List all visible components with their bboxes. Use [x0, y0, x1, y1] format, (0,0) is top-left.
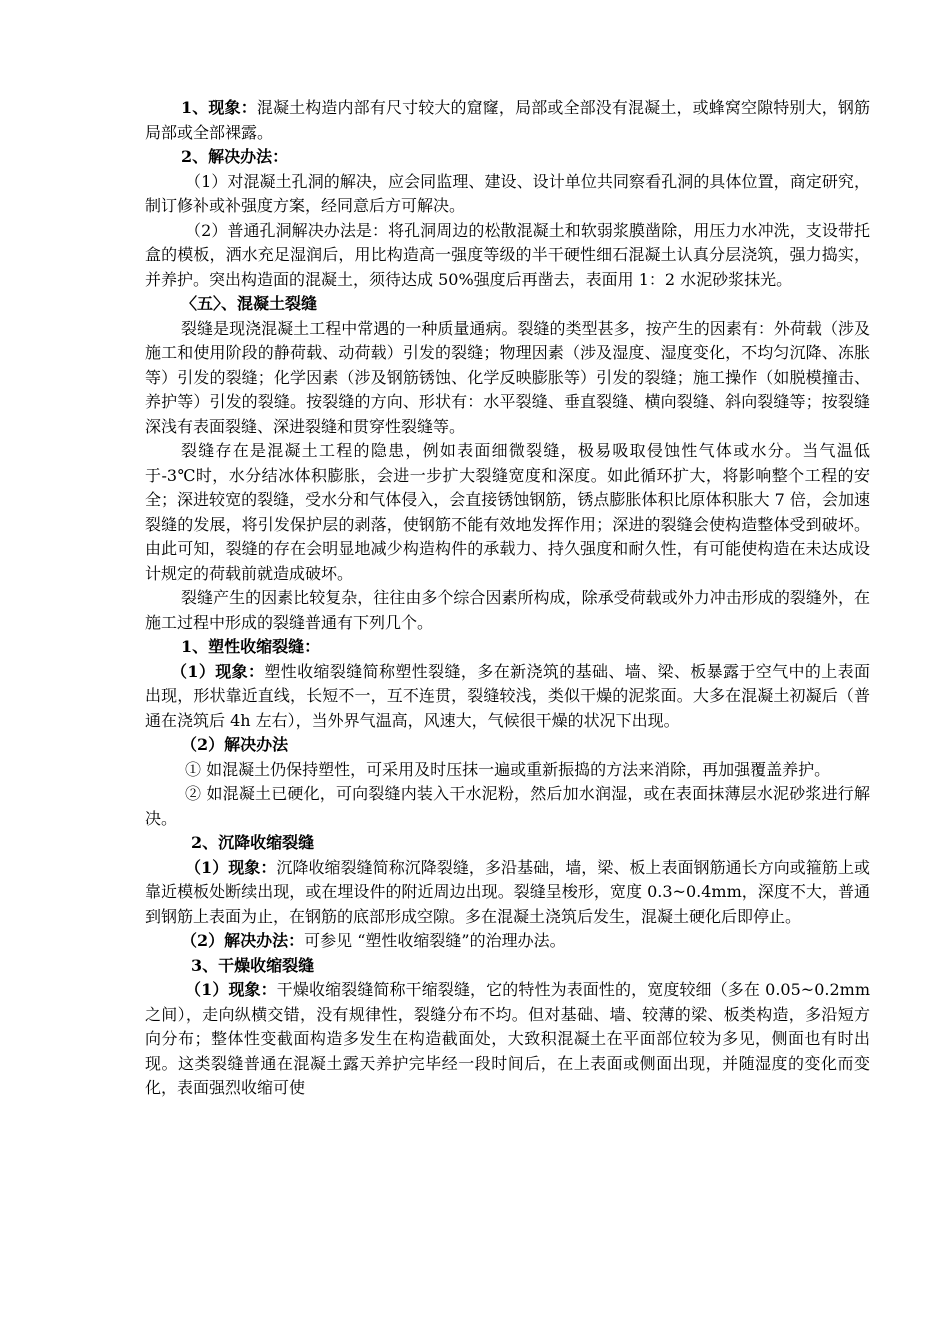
paragraph-text: 沉降收缩裂缝简称沉降裂缝，多沿基础，墙，梁、板上表面钢筋通长方向或箍筋上或靠近模板处断续出现，或在埋设件的附近周边出现。裂缝呈梭形，宽度 0.3~0.4mm，深度不大，普通到钢筋上表面为止，在钢筋的底部形成空隙。多在混凝土浇筑后发生，混凝土硬化后即停止。	[145, 857, 870, 926]
paragraph-13	[145, 782, 870, 831]
subheading-title: 1、塑性收缩裂缝：	[181, 637, 321, 656]
paragraph-2	[145, 145, 870, 170]
paragraph-15	[145, 856, 870, 930]
heading-phenomenon: （1）现象：	[185, 980, 277, 999]
heading-phenomenon-1: 1、现象：	[181, 98, 257, 117]
subheading-plastic-shrinkage	[145, 635, 870, 660]
paragraph-text: ② 如混凝土已硬化，可向裂缝内装入干水泥粉，然后加水润湿，或在表面抹薄层水泥砂浆进行解决。	[145, 784, 870, 828]
heading-solution: （2）解决办法：	[181, 931, 305, 950]
subheading-settlement-shrinkage	[145, 831, 870, 856]
paragraph-8	[145, 586, 870, 635]
heading-solution: 2、解决办法：	[181, 147, 289, 166]
paragraph-text: 塑性收缩裂缝简称塑性裂缝，多在新浇筑的基础、墙、梁、板暴露于空气中的上表面出现，形状靠近直线，长短不一，互不连贯，裂缝较浅，类似干燥的泥浆面。大多在混凝土初凝后（普通在浇筑后 4h 左右），当外界气温高，风速大，气候很干燥的状况下出现。	[145, 661, 870, 730]
subheading-title: 3、干燥收缩裂缝	[191, 955, 315, 975]
paragraph-4	[145, 219, 870, 293]
paragraph-text: 可参见 “塑性收缩裂缝”的治理办法。	[304, 931, 566, 950]
paragraph-3	[145, 170, 870, 219]
subheading-drying-shrinkage	[145, 954, 870, 979]
paragraph-text: ① 如混凝土仍保持塑性，可采用及时压抹一遍或重新振捣的方法来消除，再加强覆盖养护。	[185, 759, 831, 779]
paragraph-16	[145, 929, 870, 954]
section-title: 〈五〉、混凝土裂缝	[181, 294, 318, 313]
paragraph-text: 干燥收缩裂缝简称干缩裂缝，它的特性为表面性的，宽度较细（多在 0.05~0.2mm 之间），走向纵横交错，没有规律性，裂缝分布不均。但对基础、墙、较薄的梁、板类构造，多沿短方向分布；整体性变截面构造多发生在构造截面处，大致积混凝土在平面部位较为多见，侧面也有时出现。这类裂缝普通在混凝土露天养护完毕经一段时间后，在上表面或侧面出现，并随湿度的变化而变化，表面强烈收缩可使	[145, 980, 870, 1097]
paragraph-1	[145, 96, 870, 145]
paragraph-text: 裂缝存在是混凝土工程的隐患，例如表面细微裂缝，极易吸取侵蚀性气体或水分。当气温低于-3℃时，水分结冰体积膨胀，会进一步扩大裂缝宽度和深度。如此循环扩大，将影响整个工程的安全；深进较宽的裂缝，受水分和气体侵入，会直接锈蚀钢筋，锈点膨胀体积比原体积胀大 7 倍，会加速裂缝的发展，将引发保护层的剥落，使钢筋不能有效地发挥作用；深进的裂缝会使构造整体受到破坏。由此可知，裂缝的存在会明显地减少构造构件的承载力、持久强度和耐久性，有可能使构造在未达成设计规定的荷载前就造成破坏。	[145, 441, 870, 583]
paragraph-18	[145, 978, 870, 1101]
paragraph-6	[145, 317, 870, 440]
heading-solution: （2）解决办法	[181, 735, 289, 754]
paragraph-text: 混凝土构造内部有尺寸较大的窟窿，局部或全部没有混凝土，或蜂窝空隙特别大，钢筋局部或全部裸露。	[145, 98, 870, 142]
paragraph-text: （2）普通孔洞解决办法是：将孔洞周边的松散混凝土和软弱浆膜凿除，用压力水冲洗，支设带托盒的模板，洒水充足湿润后，用比构造高一强度等级的半干硬性细石混凝土认真分层浇筑，强力捣实，并养护。突出构造面的混凝土，须待达成 50%强度后再凿去，表面用 1：2 水泥砂浆抹光。	[145, 220, 870, 289]
paragraph-text: 裂缝产生的因素比较复杂，往往由多个综合因素所构成，除承受荷载或外力冲击形成的裂缝外，在施工过程中形成的裂缝普通有下列几个。	[145, 588, 870, 632]
document-page	[145, 96, 870, 1101]
paragraph-text: （1）对混凝土孔洞的解决，应会同监理、建设、设计单位共同察看孔洞的具体位置，商定研究，制订修补或补强度方案，经同意后方可解决。	[145, 171, 870, 215]
section-heading-cracks	[145, 292, 870, 317]
paragraph-7	[145, 439, 870, 586]
paragraph-10	[145, 660, 870, 734]
paragraph-11	[145, 733, 870, 758]
heading-phenomenon: （1）现象：	[171, 661, 265, 681]
subheading-title: 2、沉降收缩裂缝	[191, 833, 315, 852]
heading-phenomenon: （1）现象：	[185, 857, 277, 877]
paragraph-text: 裂缝是现浇混凝土工程中常遇的一种质量通病。裂缝的类型甚多，按产生的因素有：外荷载（涉及施工和使用阶段的静荷载、动荷载）引发的裂缝；物理因素（涉及湿度、湿度变化，不均匀沉降、冻胀等）引发的裂缝；化学因素（涉及钢筋锈蚀、化学反映膨胀等）引发的裂缝；施工操作（如脱模撞击、养护等）引发的裂缝。按裂缝的方向、形状有：水平裂缝、垂直裂缝、横向裂缝、斜向裂缝等；按裂缝深浅有表面裂缝、深进裂缝和贯穿性裂缝等。	[145, 318, 870, 436]
paragraph-12	[145, 758, 870, 783]
